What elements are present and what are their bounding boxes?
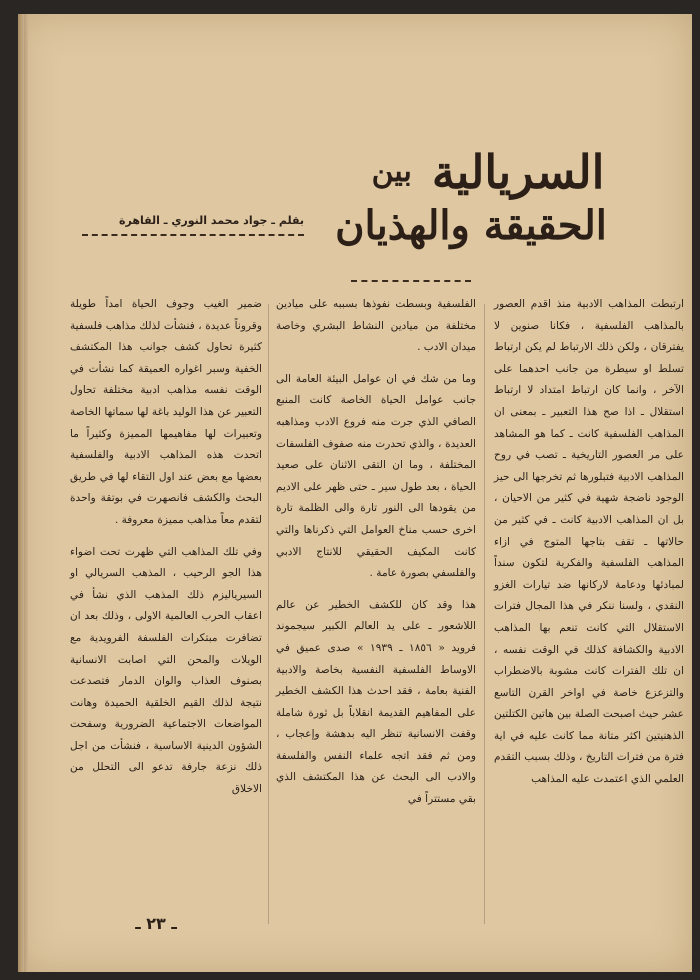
article-title-line2: الحقيقة والهذيان [335,202,607,249]
text-column-left [70,294,262,801]
column-divider-right [484,304,485,924]
paragraph: وفي تلك المذاهب التي ظهرت تحت اضواء هذا الجو الرحيب ، المذهب السريالي او السيرياليزم ذلك المذهب الذي نشأ في اعقاب الحرب العالمية الاولى ، وذلك بعد ان تضافرت مبتكرات الفلسفة الفرويدية مع الويلات والمحن التي اصابت الانسانية بصنوف العذاب والوان الدمار فتصدعت نتيجة لذلك القيم الخلقية الحميدة وهانت المواضعات الاجتماعية الضرورية وسفحت الشؤون الدينية الاساسية ، فنشأت من اجل ذلك نزعة جارفة تدعو الى التحلل من الاخلاق [70,545,262,796]
byline-divider [82,234,304,236]
paragraph: الفلسفية وبسطت نفوذها بسببه على ميادين مختلفة من ميادين النشاط البشري وخاصة ميدان الادب . [276,298,476,354]
text-column-middle [276,294,476,811]
text-column-right [494,294,684,791]
page-fold-shadow [24,14,28,972]
paragraph: ارتبطت المذاهب الادبية منذ اقدم العصور بالمذاهب الفلسفية ، فكانا صنوين لا يفترقان ، ولكن ذلك الارتباط لم يكن ارتباط تسلط او سيطرة من جانب احدهما على الآخر ، وانما كان ارتباط امتداد لا ارتباط استقلال ـ اذا صح هذا التعبير ـ بمعنى ان المذاهب الفلسفية كانت ـ كما هو المشاهد على مر العصور التاريخية ـ تصب في روح المذاهب الادبية فتبلورها ثم تخرجها الى حيز الوجود ناضجة شهية في كثير من الاحيان ، بل ان المذاهب الادبية كانت ـ في كثير من حالاتها ـ تقف بتاجها المتوج في ازاء المذاهب الفلسفية والفكرية لتكون سنداً لمبادئها ودعامة لاركانها ضد تيارات الغزو النقدي ، ولسنا ننكر في هذا المجال فترات الاستقلال التي كانت تنعم بها المذاهب الادبية والكشافة كذلك في الوقت نفسه ، ان تلك الفترات كانت مشوبة بالاضطراب والتزعزع خاصة في اواخر القرن التاسع عشر حيث اصبحت الصلة بين هاتين الكتلتين الذهنيتين اكثر متانة مما كانت عليه في اية فترة من فترات التاريخ ، وذلك بسبب التقدم العلمي الذي اعتمدت عليه المذاهب [494,298,684,786]
column-header-divider [351,280,471,282]
page-number: ـ ٢٣ ـ [135,914,177,933]
magazine-page [18,14,692,972]
author-byline: بقلم ـ جواد محمد النوري ـ القاهرة [119,214,304,227]
paragraph: ضمير الغيب وجوف الحياة امداً طويلة وقروناً عديدة ، فنشأت لذلك مذاهب فلسفية كثيرة تحاول كشف جوانب هذا المكتشف الخفية وسبر اغواره العميقة كما نشأت في الوقت نفسه مذاهب ادبية مختلفة تحاول التعبير عن هذا الوليد باغة لها سماتها الخاصة وتعبيرات لها مفاهيمها المميزة وكثيراً ما اتحدت هذه المذاهب الادبية والفلسفية بعضها مع بعض عند اول التقاء لها في طريق البحث والكشف فانصهرت في بوتقة واحدة لتقدم معاً مذاهب مميزة معروفة . [70,298,262,526]
title-word-surrealism: السريالية [431,145,605,199]
column-divider-left [268,304,269,924]
article-title [328,144,644,274]
paragraph: هذا وقد كان للكشف الخطير عن عالم اللاشعور ـ على يد العالم الكبير سيجموند فرويد « ١٨٥٦ ـ ١٩٣٩ » صدى عميق في الاوساط الفلسفية النفسية بخاصة والادبية الفنية بعامة ، فقد احدث هذا الكشف الخطير على المفاهيم القديمة انقلاباً بل ثورة شاملة وقفت الانسانية تنظر اليه بدهشة وإعجاب ، ومن ثم فقد اتجه علماء النفس والفلسفة والادب الى البحث عن هذا المكتشف الذي بقي مستتراً في [276,598,476,806]
paragraph: وما من شك في ان عوامل البيئة العامة الى جانب عوامل الحياة الخاصة كانت المنبع الصافي الذي جرت منه فروع الادب ومذاهبه العديدة ، والذي تحدرت منه صفوف الفلسفات المختلفة ، وما ان التقى الاثنان على صعيد الحياة ، بعد طول سير ـ حتى ظهر على الاديم من يقودها الى النور تارة والى الظلمة تارة اخرى حسب مناخ العوامل التي ذكرناها والتي كانت المكيف الحقيقي للانتاج الادبي والفلسفي بصورة عامة . [276,372,476,580]
title-word-between: بين [371,154,412,189]
article-title-line1 [328,144,644,200]
